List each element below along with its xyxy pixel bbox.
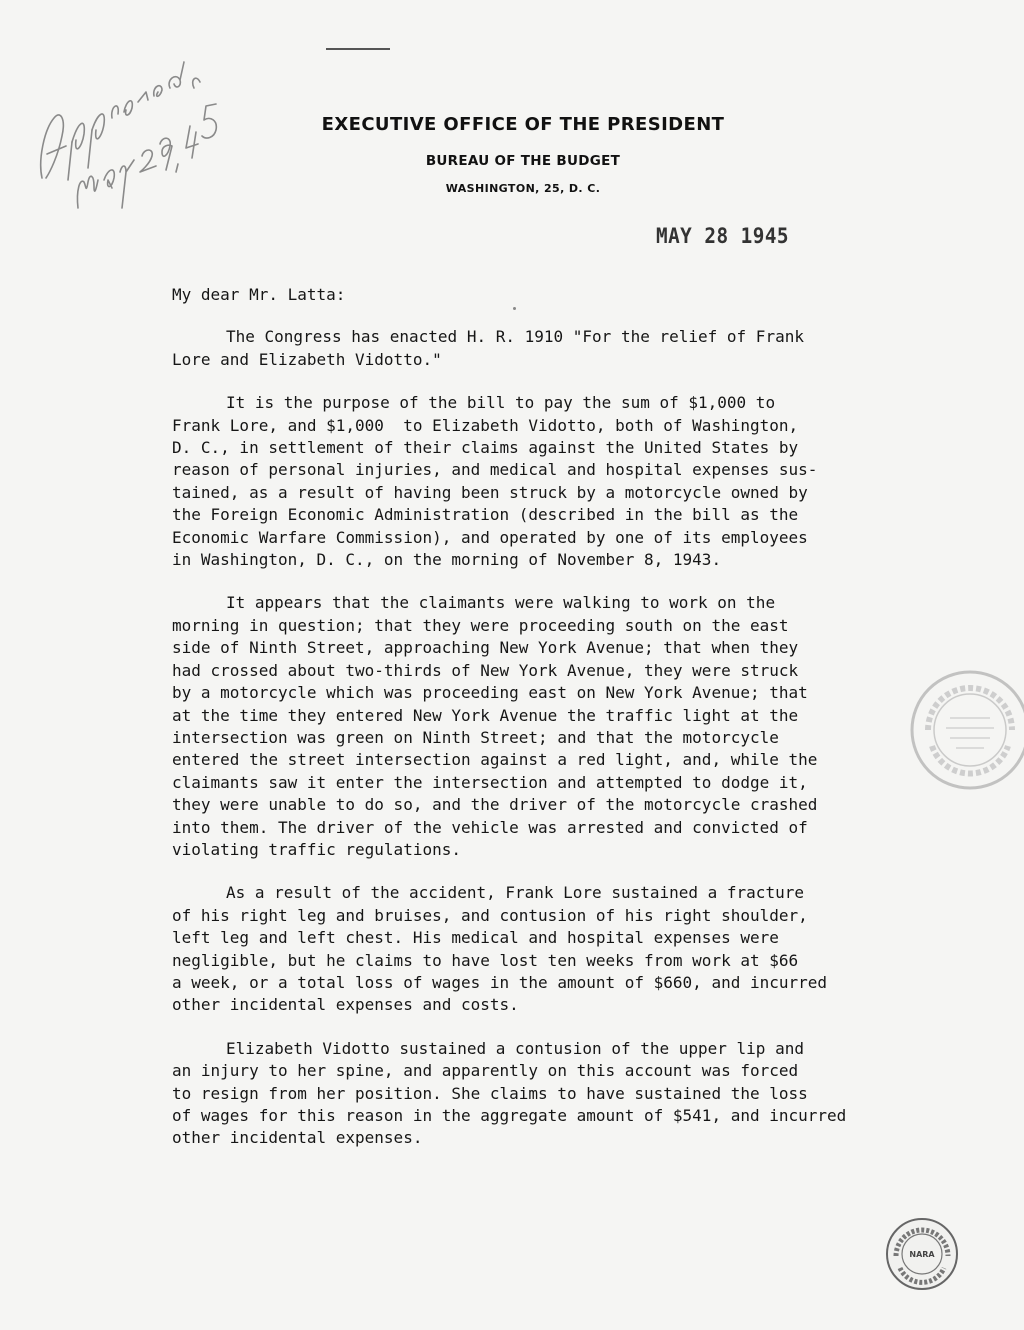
paragraph-line: Economic Warfare Commission), and operated by one of its employees xyxy=(172,527,808,547)
paragraph-line: Lore and Elizabeth Vidotto." xyxy=(172,349,442,369)
paragraph-line: Elizabeth Vidotto sustained a contusion of the upper lip and xyxy=(226,1038,804,1058)
salutation: My dear Mr. Latta: xyxy=(172,285,346,304)
nara-seal-stamp xyxy=(884,1216,960,1292)
paragraph-line: to resign from her position. She claims to have sustained the loss xyxy=(172,1083,808,1103)
letterhead-bureau: BUREAU OF THE BUDGET xyxy=(425,153,621,169)
date-stamp: MAY 28 1945 xyxy=(656,224,790,248)
paragraph-line: left leg and left chest. His medical and hospital expenses were xyxy=(172,928,779,948)
paragraph-line: had crossed about two-thirds of New York Avenue, they were struck xyxy=(172,660,799,680)
paragraph-line: morning in question; that they were proceeding south on the east xyxy=(172,615,789,635)
paragraph-line: entered the street intersection against a red light, and, while the xyxy=(172,750,818,770)
paragraph-line: As a result of the accident, Frank Lore sustained a fracture xyxy=(226,883,804,903)
letterhead-address: WASHINGTON, 25, D. C. xyxy=(445,182,601,195)
paragraph-2 xyxy=(172,392,932,571)
paragraph-line: in Washington, D. C., on the morning of November 8, 1943. xyxy=(172,550,722,570)
paragraph-line: tained, as a result of having been struck by a motorcycle owned by xyxy=(172,482,808,502)
paragraph-line: other incidental expenses. xyxy=(172,1128,423,1148)
paragraph-line: other incidental expenses and costs. xyxy=(172,995,519,1015)
svg-text:NARA: NARA xyxy=(909,1250,935,1259)
paragraph-line: The Congress has enacted H. R. 1910 "For the relief of Frank xyxy=(226,327,804,347)
paragraph-line: D. C., in settlement of their claims against the United States by xyxy=(172,438,799,458)
paragraph-line: reason of personal injuries, and medical and hospital expenses sus- xyxy=(172,460,818,480)
paragraph-line: by a motorcycle which was proceeding east on New York Avenue; that xyxy=(172,683,808,703)
paragraph-line: at the time they entered New York Avenue the traffic light at the xyxy=(172,705,799,725)
paragraph-line: into them. The driver of the vehicle was arrested and convicted of xyxy=(172,817,808,837)
paragraph-1 xyxy=(172,326,932,371)
paragraph-line: Frank Lore, and $1,000 to Elizabeth Vidotto, both of Washington, xyxy=(172,415,799,435)
letterhead xyxy=(0,114,1024,195)
paragraph-line: intersection was green on Ninth Street; and that the motorcycle xyxy=(172,727,779,747)
letter-body xyxy=(172,284,932,1171)
paragraph-4 xyxy=(172,882,932,1016)
paragraph-line: negligible, but he claims to have lost ten weeks from work at $66 xyxy=(172,950,799,970)
archive-seal-stamp xyxy=(906,666,1024,794)
paragraph-line: It is the purpose of the bill to pay the sum of $1,000 to xyxy=(226,393,776,413)
paragraph-3 xyxy=(172,592,932,861)
paragraph-line: of wages for this reason in the aggregate amount of $541, and incurred xyxy=(172,1106,847,1125)
paragraph-line: a week, or a total loss of wages in the amount of $660, and incurred xyxy=(172,972,828,992)
paragraph-line: It appears that the claimants were walking to work on the xyxy=(226,593,776,613)
paragraph-line: claimants saw it enter the intersection and attempted to dodge it, xyxy=(172,772,808,792)
paragraph-line: violating traffic regulations. xyxy=(172,839,461,859)
paragraph-5 xyxy=(172,1038,932,1150)
top-rule-mark xyxy=(326,48,390,50)
paragraph-line: side of Ninth Street, approaching New York Avenue; that when they xyxy=(172,638,799,658)
paragraph-line: they were unable to do so, and the driver of the motorcycle crashed xyxy=(172,795,818,815)
letterhead-office: EXECUTIVE OFFICE OF THE PRESIDENT xyxy=(321,114,725,135)
paragraph-line: the Foreign Economic Administration (described in the bill as the xyxy=(172,505,799,525)
paragraph-line: of his right leg and bruises, and contusion of his right shoulder, xyxy=(172,905,808,925)
paragraph-line: an injury to her spine, and apparently on this account was forced xyxy=(172,1061,799,1081)
